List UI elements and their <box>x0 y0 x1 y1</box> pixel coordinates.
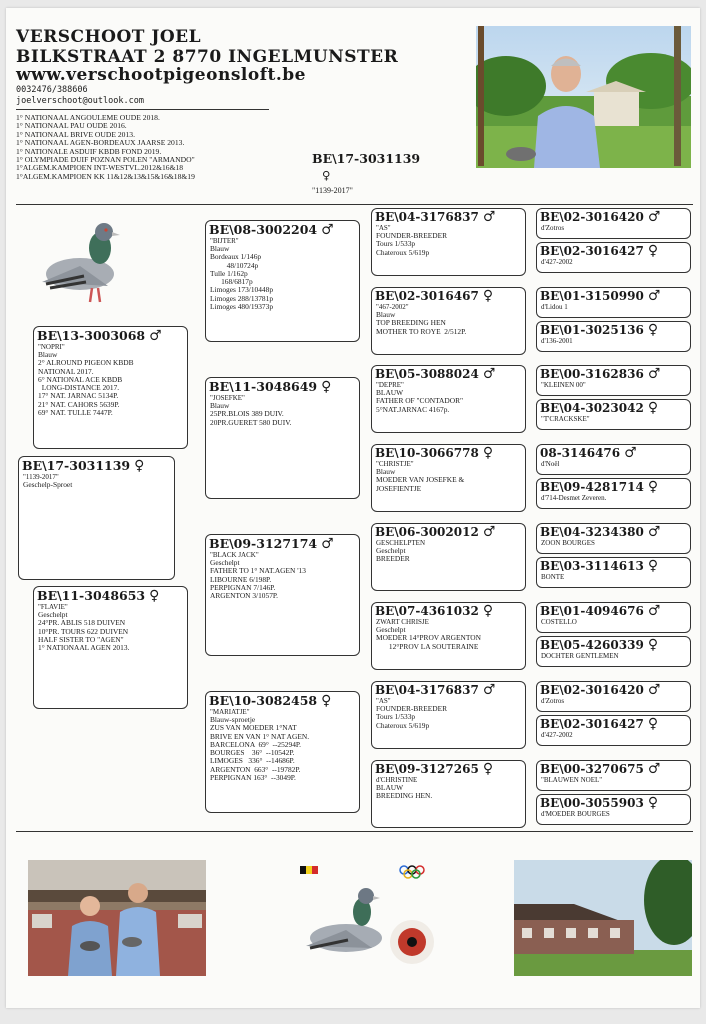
breeder-address: BILKSTRAAT 2 8770 INGELMUNSTER <box>16 47 399 67</box>
male-symbol-icon: ♂ <box>482 366 496 382</box>
ring-number: BE\01-3025136 <box>540 323 644 337</box>
ring-number: BE\11-3048653 <box>37 588 146 603</box>
pigeon-info-line: BOURGES 36° --10542P. <box>210 748 295 758</box>
female-symbol-icon: ♀ <box>647 637 659 653</box>
male-symbol-icon: ♂ <box>647 288 661 304</box>
female-symbol-icon: ♀ <box>322 168 331 184</box>
pigeon-name: d'Lidou 1 <box>541 303 568 311</box>
ring-number: BE\05-4260339 <box>540 638 644 652</box>
pigeon-name: d'714-Desmet Zeveren. <box>541 494 607 502</box>
male-symbol-icon: ♂ <box>482 682 496 698</box>
pigeon-photo <box>32 214 124 310</box>
pedigree-box-gen4[interactable] <box>536 321 691 352</box>
pigeon-info-line: Geschelp-Sproet <box>23 480 73 489</box>
pigeon-name: DOCHTER GENTLEMEN <box>541 652 619 660</box>
pigeon-info-line: FATHER OF "CONTADOR" <box>376 396 464 406</box>
pigeon-name: COSTELLO <box>541 618 577 626</box>
male-symbol-icon: ♂ <box>149 328 162 344</box>
pigeon-name: "KLEINEN 00" <box>541 381 586 389</box>
pigeon-info-line: Geschelpt <box>376 546 406 555</box>
pedigree-box-father[interactable] <box>33 326 188 449</box>
pigeon-info-line: Limoges 173/10448p <box>210 285 274 295</box>
pigeon-info-line: BLAUW <box>376 388 404 397</box>
male-symbol-icon: ♂ <box>647 682 661 698</box>
pigeon-name: "FLAVIE" <box>38 603 68 611</box>
pedigree-box-gen4[interactable] <box>536 287 691 318</box>
pigeon-info-line: 10°PR. TOURS 622 DUIVEN <box>38 626 129 636</box>
ring-number: BE\04-3176837 <box>375 683 479 697</box>
achievement-item: 1° OLYMPIADE DUIF POZNAN POLEN "ARMANDO" <box>16 155 195 165</box>
pigeon-info-line: LONG-DISTANCE 2017. <box>38 383 120 393</box>
ring-number: BE\17-3031139 <box>22 458 131 473</box>
pedigree-box-gen3[interactable] <box>371 681 526 749</box>
breeders-photo <box>28 860 206 976</box>
pigeon-info-line: 1° NATIONAAL AGEN 2013. <box>38 643 130 653</box>
ring-number: BE\13-3003068 <box>37 328 146 343</box>
ring-number: BE\08-3002204 <box>209 222 318 237</box>
ring-number: BE\00-3162836 <box>540 367 644 381</box>
ring-number: BE\01-4094676 <box>540 604 644 618</box>
pigeon-info-line: Tulle 1/162p <box>210 268 248 278</box>
pigeon-name: d'136-2001 <box>541 337 573 345</box>
subject-ring-header: BE\17-3031139 <box>312 151 421 166</box>
female-symbol-icon: ♀ <box>647 243 659 259</box>
pigeon-info-line: 24°PR. ABLIS 518 DUIVEN <box>38 618 126 628</box>
ring-number: BE\02-3016427 <box>540 717 644 731</box>
pedigree-box-gen3[interactable] <box>371 760 526 828</box>
pigeon-name: "AS" <box>376 224 391 232</box>
pigeon-name: d'Noël <box>541 460 560 468</box>
pigeon-name: d'427-2002 <box>541 258 573 266</box>
pedigree-box-gen4[interactable] <box>536 602 691 633</box>
female-symbol-icon: ♀ <box>647 322 659 338</box>
pigeon-info-line: FOUNDER-BREEDER <box>376 231 448 240</box>
phone-number: 0032476/388606 <box>16 85 88 95</box>
male-symbol-icon: ♂ <box>647 209 661 225</box>
female-symbol-icon: ♀ <box>149 588 160 604</box>
achievement-item: 1° NATIONALE ASDUIF KBDB FOND 2019. <box>16 146 162 156</box>
female-symbol-icon: ♀ <box>482 445 494 461</box>
pigeon-info-line: 6° NATIONAL ACE KBDB <box>38 374 123 384</box>
ring-number: BE\01-3150990 <box>540 289 644 303</box>
achievement-item: 1°ALGEM.KAMPIOEN INT-WESTVL.2012&16&18 <box>16 163 184 173</box>
ring-number: BE\02-3016467 <box>375 289 479 303</box>
pedigree-box-gen4[interactable] <box>536 242 691 273</box>
pigeon-name: ZWART CHRISJE <box>376 618 429 626</box>
pigeon-name: "1139-2017" <box>23 473 59 481</box>
pigeon-info-line: Blauw <box>38 350 58 359</box>
pigeon-name: GESCHELPTEN <box>376 539 425 547</box>
female-symbol-icon: ♀ <box>647 479 659 495</box>
pedigree-box-gen2[interactable] <box>205 534 360 656</box>
female-symbol-icon: ♀ <box>134 458 145 474</box>
pigeon-info-line: 2° ALROUND PIGEON KBDB <box>38 358 134 368</box>
website-link[interactable]: www.verschootpigeonsloft.be <box>16 65 306 85</box>
pigeon-info-line: FOUNDER-BREEDER <box>376 704 448 713</box>
pedigree-box-gen4[interactable] <box>536 444 691 475</box>
pedigree-box-gen4[interactable] <box>536 715 691 746</box>
pedigree-sheet <box>6 8 700 1008</box>
pigeon-name: BONTE <box>541 573 565 581</box>
pigeon-info-line: Bordeaux 1/146p <box>210 252 262 262</box>
female-symbol-icon: ♀ <box>647 400 659 416</box>
female-symbol-icon: ♀ <box>647 795 659 811</box>
pigeon-name: d'CHRISTINE <box>376 776 418 784</box>
pedigree-box-mother[interactable] <box>33 586 188 709</box>
email-link[interactable]: joelverschoot@outlook.com <box>16 96 144 106</box>
female-symbol-icon: ♀ <box>482 603 494 619</box>
pigeon-info-line: MOTHER TO ROYE 2/512P. <box>376 326 467 336</box>
pigeon-info-line: ARGENTON 663° --19782P. <box>210 764 301 774</box>
pigeon-info-line: ARGENTON 3/1057P. <box>210 591 279 601</box>
ring-number: BE\02-3016420 <box>540 210 644 224</box>
subject-name-header: "1139-2017" <box>312 186 353 195</box>
achievement-item: 1° NATIONAAL AGEN-BORDEAUX JAARSE 2013. <box>16 138 185 148</box>
ring-number: BE\02-3016420 <box>540 683 644 697</box>
pedigree-box-gen4[interactable] <box>536 557 691 588</box>
pedigree-box-gen2[interactable] <box>205 220 360 342</box>
pigeon-info-line: NATIONAL 2017. <box>38 366 94 376</box>
pigeon-info-line: LIMOGES 336° --14686P. <box>210 756 295 766</box>
pigeon-poster <box>276 860 436 972</box>
ring-number: BE\04-3234380 <box>540 525 644 539</box>
pedigree-box-gen2[interactable] <box>205 377 360 499</box>
female-symbol-icon: ♀ <box>647 716 659 732</box>
pedigree-box-gen3[interactable] <box>371 287 526 355</box>
ring-number: BE\09-4281714 <box>540 480 644 494</box>
pedigree-box-gen4[interactable] <box>536 365 691 396</box>
pigeon-info-line: Chateroux 5/619p <box>376 720 430 730</box>
breeder-name: VERSCHOOT JOEL <box>16 27 202 47</box>
male-symbol-icon: ♂ <box>624 445 637 461</box>
pigeon-name: d'Zotros <box>541 697 565 705</box>
pedigree-box-gen4[interactable] <box>536 399 691 430</box>
pigeon-info-line: Limoges 480/19373p <box>210 302 274 312</box>
male-symbol-icon: ♂ <box>647 761 661 777</box>
achievement-item: 1° NATIONAAL PAU OUDE 2016. <box>16 121 127 131</box>
pigeon-name: "JOSEFKE" <box>210 394 245 402</box>
pigeon-info-line: 168/6817p <box>210 277 253 287</box>
male-symbol-icon: ♂ <box>321 536 334 552</box>
pigeon-name: "T'CRACKSKE" <box>541 415 590 423</box>
pigeon-info-line: Blauw <box>210 244 230 253</box>
female-symbol-icon: ♀ <box>321 379 332 395</box>
pigeon-info-line: Geschelpt <box>38 610 68 619</box>
pigeon-name: d'427-2002 <box>541 731 573 739</box>
pigeon-info-line: BLAUW <box>376 783 404 792</box>
pigeon-info-line: Tours 1/533p <box>376 239 416 249</box>
pigeon-name: "467-2002" <box>376 303 409 311</box>
pigeon-name: "NOPRI" <box>38 343 65 351</box>
female-symbol-icon: ♀ <box>482 288 494 304</box>
pedigree-box-gen3[interactable] <box>371 602 526 670</box>
pedigree-box-gen4[interactable] <box>536 636 691 667</box>
pigeon-info-line: 69° NAT. TULLE 7447P. <box>38 408 113 418</box>
pigeon-info-line: Geschelpt <box>210 558 240 567</box>
pigeon-name: "CHRISTJE" <box>376 460 414 468</box>
ring-number: BE\11-3048649 <box>209 379 318 394</box>
pigeon-name: ZOON BOURGES <box>541 539 595 547</box>
pedigree-box-gen3[interactable] <box>371 365 526 433</box>
pedigree-box-gen3[interactable] <box>371 208 526 276</box>
pedigree-box-gen4[interactable] <box>536 681 691 712</box>
pigeon-info-line: JOSEFIENTJE <box>376 483 422 493</box>
ring-number: BE\09-3127174 <box>209 536 318 551</box>
pigeon-info-line: BREEDING HEN. <box>376 791 433 801</box>
pedigree-box-gen2[interactable] <box>205 691 360 813</box>
pigeon-info-line: Limoges 288/13781p <box>210 293 274 303</box>
pigeon-info-line: MOEDER VAN JOSEFKE & <box>376 475 465 485</box>
pedigree-box-gen4[interactable] <box>536 208 691 239</box>
achievement-item: 1° NATIONAAL ANGOULEME OUDE 2018. <box>16 113 160 122</box>
pigeon-name: "BLAUWEN NOEL" <box>541 776 603 784</box>
pigeon-info-line: HALF SISTER TO "AGEN" <box>38 634 124 644</box>
pedigree-box-gen4[interactable] <box>536 794 691 825</box>
achievements-list <box>16 114 195 181</box>
achievement-item: 1° NATIONAAL BRIVE OUDE 2013. <box>16 129 135 139</box>
breeder-portrait-photo <box>476 26 691 168</box>
pigeon-info-line: 25PR.BLOIS 389 DUIV. <box>210 409 284 419</box>
pedigree-box-gen4[interactable] <box>536 523 691 554</box>
pigeon-info-line: Blauw-sproetje <box>210 715 256 724</box>
pigeon-info-line: BREEDER <box>376 554 410 564</box>
ring-number: BE\07-4361032 <box>375 604 479 618</box>
ring-number: BE\05-3088024 <box>375 367 479 381</box>
pigeon-name: "BLACK JACK" <box>210 551 259 559</box>
ring-number: BE\04-3176837 <box>375 210 479 224</box>
ring-number: BE\10-3066778 <box>375 446 479 460</box>
pigeon-info-line: TOP BREEDING HEN <box>376 318 446 328</box>
male-symbol-icon: ♂ <box>321 222 334 238</box>
pedigree-box-subject[interactable] <box>18 456 175 580</box>
pigeon-info-line: Blauw <box>210 401 230 410</box>
ring-number: BE\10-3082458 <box>209 693 318 708</box>
ring-number: BE\00-3055903 <box>540 796 644 810</box>
ring-number: BE\06-3002012 <box>375 525 479 539</box>
pigeon-name: "MARIATJE" <box>210 708 250 716</box>
pedigree-box-gen4[interactable] <box>536 478 691 509</box>
pigeon-info-line: FATHER TO 1° NAT.AGEN '13 <box>210 566 306 576</box>
pigeon-name: "AS" <box>376 697 391 705</box>
ring-number: BE\09-3127265 <box>375 762 479 776</box>
pigeon-info-line: 21° NAT. CAHORS 5639P. <box>38 399 120 409</box>
pigeon-info-line: Blauw <box>376 467 396 476</box>
pigeon-info-line: PERPIGNAN 7/146P. <box>210 582 276 592</box>
loft-photo <box>514 860 692 976</box>
pigeon-info-line: 12°PROV LA SOUTERAINE <box>376 641 479 651</box>
ring-number: BE\02-3016427 <box>540 244 644 258</box>
pigeon-info-line: Blauw <box>376 310 396 319</box>
pigeon-info-line: ZUS VAN MOEDER 1°NAT <box>210 723 297 733</box>
pigeon-info-line: Tours 1/533p <box>376 712 416 722</box>
pigeon-info-line: Geschelpt <box>376 625 406 634</box>
achievement-item: 1°ALGEM.KAMPIOEN KK 11&12&13&15&16&18&19 <box>16 171 195 181</box>
pigeon-info-line: 5°NAT.JARNAC 4167p. <box>376 404 450 414</box>
pedigree-box-gen3[interactable] <box>371 444 526 512</box>
pigeon-info-line: 20PR.GUERET 580 DUIV. <box>210 417 292 427</box>
male-symbol-icon: ♂ <box>647 603 661 619</box>
female-symbol-icon: ♀ <box>321 693 332 709</box>
pigeon-name: d'MOEDER BOURGES <box>541 810 610 818</box>
female-symbol-icon: ♀ <box>482 761 494 777</box>
pigeon-info-line: BRIVE EN VAN 1° NAT AGEN. <box>210 731 310 741</box>
pigeon-info-line: Chateroux 5/619p <box>376 247 430 257</box>
ring-number: BE\00-3270675 <box>540 762 644 776</box>
pigeon-info-line: MOEDER 14°PROV ARGENTON <box>376 633 481 643</box>
ring-number: BE\04-3023042 <box>540 401 644 415</box>
pigeon-info-line: BARCELONA 69° --25294P. <box>210 739 302 749</box>
pigeon-name: "BIJTER" <box>210 237 239 245</box>
female-symbol-icon: ♀ <box>647 558 659 574</box>
pedigree-box-gen4[interactable] <box>536 760 691 791</box>
pigeon-name: d'Zotros <box>541 224 565 232</box>
pigeon-info-line: PERPIGNAN 163° --3049P. <box>210 773 296 783</box>
male-symbol-icon: ♂ <box>482 209 496 225</box>
pigeon-info-line: 17° NAT. JARNAC 5134P. <box>38 391 119 401</box>
pigeon-info-line: 48/10724p <box>210 260 259 270</box>
pigeon-info-line: LIBOURNE 6/198P. <box>210 574 272 584</box>
male-symbol-icon: ♂ <box>647 366 661 382</box>
male-symbol-icon: ♂ <box>482 524 496 540</box>
male-symbol-icon: ♂ <box>647 524 661 540</box>
pedigree-box-gen3[interactable] <box>371 523 526 591</box>
ring-number: 08-3146476 <box>540 446 621 460</box>
pigeon-name: "DEPRE" <box>376 381 404 389</box>
ring-number: BE\03-3114613 <box>540 559 644 573</box>
